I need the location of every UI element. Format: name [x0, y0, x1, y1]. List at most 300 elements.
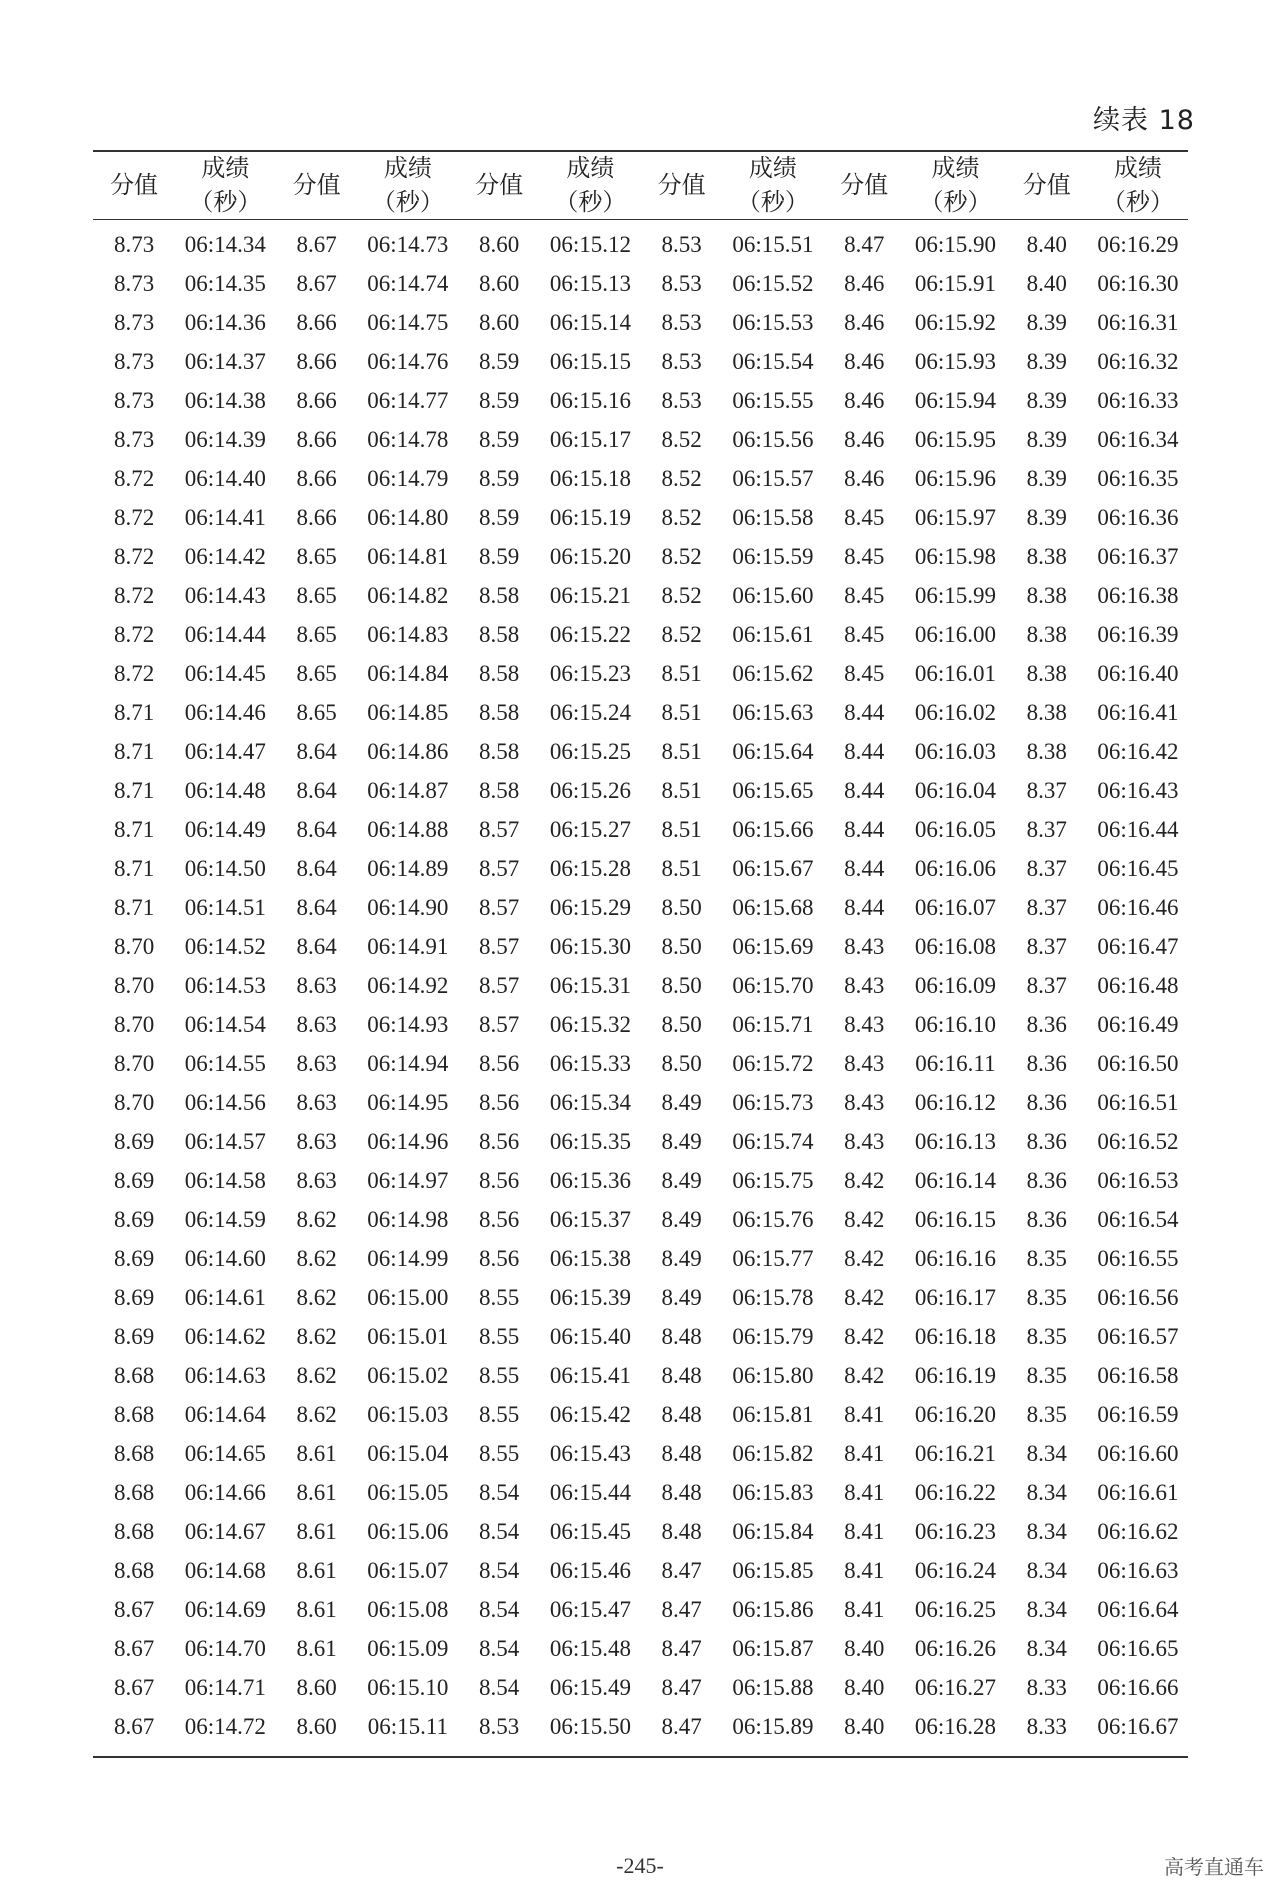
score-cell: 8.65: [296, 544, 337, 569]
score-cell: 8.62: [296, 1324, 337, 1349]
score-cell: 8.61: [296, 1519, 337, 1544]
score-cell: 8.67: [113, 1675, 155, 1700]
table-row: [93, 615, 1188, 654]
score-cell: 8.66: [296, 505, 337, 530]
score-cell: 8.38: [1026, 700, 1067, 725]
score-cell: 8.71: [113, 739, 155, 764]
score-cell: 8.38: [1026, 739, 1067, 764]
result-cell: 06:15.51: [732, 232, 814, 257]
score-cell: 8.43: [844, 1051, 885, 1076]
score-cell: 8.66: [296, 388, 337, 413]
header-unit: （秒）: [1101, 188, 1174, 216]
table-row: [93, 219, 1188, 264]
header-label: 成绩: [1113, 154, 1162, 182]
score-cell: 8.36: [1026, 1207, 1067, 1232]
score-cell: 8.43: [844, 1012, 885, 1037]
score-cell: 8.41: [844, 1558, 885, 1583]
table-row: [93, 459, 1188, 498]
result-cell: 06:14.39: [184, 427, 266, 452]
score-cell: 8.57: [479, 934, 520, 959]
score-cell: 8.47: [661, 1597, 702, 1622]
result-cell: 06:15.56: [732, 427, 814, 452]
score-cell: 8.37: [1026, 817, 1067, 842]
score-cell: 8.42: [844, 1324, 885, 1349]
score-cell: 8.66: [296, 310, 337, 335]
result-cell: 06:16.14: [914, 1168, 997, 1193]
score-cell: 8.52: [661, 583, 702, 608]
score-cell: 8.57: [479, 973, 520, 998]
result-cell: 06:16.47: [1097, 934, 1179, 959]
score-cell: 8.36: [1026, 1090, 1067, 1115]
score-cell: 8.65: [296, 700, 337, 725]
score-cell: 8.56: [479, 1168, 520, 1193]
score-cell: 8.65: [296, 622, 337, 647]
score-cell: 8.55: [479, 1441, 520, 1466]
result-cell: 06:15.76: [732, 1207, 814, 1232]
result-cell: 06:15.63: [732, 700, 814, 725]
result-cell: 06:15.15: [549, 349, 631, 374]
score-cell: 8.39: [1026, 505, 1067, 530]
score-cell: 8.40: [1026, 232, 1067, 257]
score-cell: 8.72: [113, 505, 155, 530]
score-cell: 8.71: [113, 778, 155, 803]
result-cell: 06:16.13: [914, 1129, 997, 1154]
header-result: [905, 151, 1005, 219]
result-cell: 06:15.27: [549, 817, 631, 842]
score-cell: 8.53: [661, 388, 702, 413]
score-cell: 8.46: [844, 388, 885, 413]
score-cell: 8.63: [296, 1090, 337, 1115]
result-cell: 06:14.59: [184, 1207, 266, 1232]
result-cell: 06:14.37: [184, 349, 266, 374]
result-cell: 06:15.81: [732, 1402, 814, 1427]
table-row: [93, 1005, 1188, 1044]
result-cell: 06:15.35: [549, 1129, 631, 1154]
result-cell: 06:15.90: [914, 232, 997, 257]
header-score: [276, 151, 358, 219]
result-cell: 06:16.01: [914, 661, 997, 686]
result-cell: 06:15.95: [914, 427, 997, 452]
score-cell: 8.72: [113, 583, 155, 608]
header-label: 成绩: [931, 154, 980, 182]
result-cell: 06:14.46: [184, 700, 266, 725]
result-cell: 06:14.47: [184, 739, 266, 764]
table-row: [93, 1590, 1188, 1629]
score-cell: 8.43: [844, 934, 885, 959]
result-cell: 06:15.09: [367, 1636, 449, 1661]
score-cell: 8.68: [113, 1402, 155, 1427]
score-cell: 8.56: [479, 1246, 520, 1271]
result-cell: 06:15.33: [549, 1051, 631, 1076]
result-cell: 06:15.91: [914, 271, 997, 296]
score-cell: 8.68: [113, 1363, 155, 1388]
result-cell: 06:16.60: [1097, 1441, 1179, 1466]
score-cell: 8.38: [1026, 544, 1067, 569]
score-cell: 8.58: [479, 739, 520, 764]
score-cell: 8.62: [296, 1285, 337, 1310]
result-cell: 06:15.97: [914, 505, 997, 530]
result-cell: 06:15.40: [549, 1324, 631, 1349]
score-cell: 8.43: [844, 1090, 885, 1115]
page-number: -245-: [616, 1853, 664, 1878]
result-cell: 06:15.01: [367, 1324, 449, 1349]
score-cell: 8.48: [661, 1402, 702, 1427]
score-cell: 8.73: [113, 388, 155, 413]
result-cell: 06:14.88: [367, 817, 449, 842]
result-cell: 06:15.36: [549, 1168, 631, 1193]
result-cell: 06:16.06: [914, 856, 997, 881]
result-cell: 06:16.37: [1097, 544, 1179, 569]
score-cell: 8.49: [661, 1285, 702, 1310]
score-cell: 8.44: [844, 739, 885, 764]
score-cell: 8.46: [844, 427, 885, 452]
result-cell: 06:14.40: [184, 466, 266, 491]
score-cell: 8.63: [296, 1168, 337, 1193]
result-cell: 06:16.52: [1097, 1129, 1179, 1154]
result-cell: 06:16.27: [914, 1675, 997, 1700]
score-cell: 8.36: [1026, 1012, 1067, 1037]
result-cell: 06:16.67: [1097, 1714, 1179, 1739]
score-cell: 8.34: [1026, 1519, 1067, 1544]
result-cell: 06:15.47: [549, 1597, 631, 1622]
table-row: [93, 1629, 1188, 1668]
result-cell: 06:14.38: [184, 388, 266, 413]
score-cell: 8.54: [479, 1675, 520, 1700]
table-row: [93, 1083, 1188, 1122]
score-cell: 8.72: [113, 466, 155, 491]
score-cell: 8.46: [844, 310, 885, 335]
header-unit: （秒）: [736, 188, 809, 216]
score-cell: 8.41: [844, 1519, 885, 1544]
result-cell: 06:15.82: [732, 1441, 814, 1466]
score-cell: 8.50: [661, 895, 702, 920]
result-cell: 06:14.70: [184, 1636, 266, 1661]
score-cell: 8.58: [479, 661, 520, 686]
result-cell: 06:15.52: [732, 271, 814, 296]
score-cell: 8.36: [1026, 1129, 1067, 1154]
score-cell: 8.51: [661, 700, 702, 725]
result-cell: 06:15.89: [732, 1714, 814, 1739]
result-cell: 06:14.90: [367, 895, 449, 920]
score-cell: 8.46: [844, 271, 885, 296]
score-cell: 8.49: [661, 1207, 702, 1232]
score-cell: 8.59: [479, 388, 520, 413]
result-cell: 06:14.51: [184, 895, 266, 920]
table-row: [93, 1668, 1188, 1707]
score-cell: 8.61: [296, 1636, 337, 1661]
score-cell: 8.72: [113, 622, 155, 647]
score-cell: 8.63: [296, 1051, 337, 1076]
result-cell: 06:15.26: [549, 778, 631, 803]
result-cell: 06:15.37: [549, 1207, 631, 1232]
result-cell: 06:15.70: [732, 973, 814, 998]
result-cell: 06:15.24: [549, 700, 631, 725]
score-cell: 8.56: [479, 1090, 520, 1115]
result-cell: 06:15.74: [732, 1129, 814, 1154]
result-cell: 06:15.21: [549, 583, 631, 608]
score-cell: 8.52: [661, 427, 702, 452]
result-cell: 06:14.68: [184, 1558, 266, 1583]
result-cell: 06:16.23: [914, 1519, 997, 1544]
score-cell: 8.60: [479, 271, 520, 296]
result-cell: 06:14.94: [367, 1051, 449, 1076]
result-cell: 06:15.02: [367, 1363, 449, 1388]
result-cell: 06:14.55: [184, 1051, 266, 1076]
result-cell: 06:14.53: [184, 973, 266, 998]
result-cell: 06:16.31: [1097, 310, 1179, 335]
score-cell: 8.61: [296, 1597, 337, 1622]
result-cell: 06:16.55: [1097, 1246, 1179, 1271]
score-cell: 8.44: [844, 856, 885, 881]
result-cell: 06:15.45: [549, 1519, 631, 1544]
table-row: [93, 303, 1188, 342]
header-score: [458, 151, 540, 219]
score-cell: 8.37: [1026, 895, 1067, 920]
score-cell: 8.69: [113, 1246, 155, 1271]
result-cell: 06:15.12: [549, 232, 631, 257]
score-cell: 8.42: [844, 1207, 885, 1232]
result-cell: 06:15.66: [732, 817, 814, 842]
score-cell: 8.55: [479, 1285, 520, 1310]
result-cell: 06:15.84: [732, 1519, 814, 1544]
score-cell: 8.67: [296, 271, 337, 296]
table-row: [93, 1434, 1188, 1473]
score-cell: 8.38: [1026, 661, 1067, 686]
table-row: [93, 1200, 1188, 1239]
header-label: 成绩: [201, 154, 250, 182]
score-cell: 8.49: [661, 1090, 702, 1115]
result-cell: 06:14.85: [367, 700, 449, 725]
header-label: 分值: [840, 171, 889, 199]
result-cell: 06:16.18: [914, 1324, 997, 1349]
score-cell: 8.44: [844, 700, 885, 725]
score-cell: 8.56: [479, 1129, 520, 1154]
result-cell: 06:15.77: [732, 1246, 814, 1271]
result-cell: 06:15.41: [549, 1363, 631, 1388]
score-cell: 8.40: [1026, 271, 1067, 296]
result-cell: 06:16.32: [1097, 349, 1179, 374]
result-cell: 06:14.35: [184, 271, 266, 296]
table-row: [93, 1707, 1188, 1746]
score-cell: 8.72: [113, 544, 155, 569]
result-cell: 06:15.88: [732, 1675, 814, 1700]
result-cell: 06:14.45: [184, 661, 266, 686]
result-cell: 06:16.49: [1097, 1012, 1179, 1037]
score-cell: 8.70: [113, 1012, 155, 1037]
result-cell: 06:15.78: [732, 1285, 814, 1310]
result-cell: 06:14.41: [184, 505, 266, 530]
score-cell: 8.63: [296, 1129, 337, 1154]
result-cell: 06:15.57: [732, 466, 814, 491]
score-cell: 8.64: [296, 739, 337, 764]
table-row: [93, 537, 1188, 576]
result-cell: 06:15.04: [367, 1441, 449, 1466]
result-cell: 06:14.42: [184, 544, 266, 569]
score-cell: 8.44: [844, 895, 885, 920]
table-row: [93, 732, 1188, 771]
result-cell: 06:16.65: [1097, 1636, 1179, 1661]
result-cell: 06:14.49: [184, 817, 266, 842]
result-cell: 06:15.49: [549, 1675, 631, 1700]
result-cell: 06:15.71: [732, 1012, 814, 1037]
table-row: [93, 888, 1188, 927]
score-cell: 8.38: [1026, 622, 1067, 647]
header-score: [823, 151, 905, 219]
score-cell: 8.60: [479, 232, 520, 257]
table-row: [93, 927, 1188, 966]
table-row: [93, 1278, 1188, 1317]
score-cell: 8.45: [844, 583, 885, 608]
score-cell: 8.68: [113, 1558, 155, 1583]
result-cell: 06:15.94: [914, 388, 997, 413]
header-label: 成绩: [383, 154, 432, 182]
score-cell: 8.45: [844, 544, 885, 569]
result-cell: 06:15.80: [732, 1363, 814, 1388]
table-row: [93, 1551, 1188, 1590]
result-cell: 06:15.59: [732, 544, 814, 569]
result-cell: 06:16.15: [914, 1207, 997, 1232]
table-body: [93, 219, 1188, 1746]
result-cell: 06:15.34: [549, 1090, 631, 1115]
score-cell: 8.65: [296, 661, 337, 686]
score-cell: 8.70: [113, 973, 155, 998]
score-cell: 8.61: [296, 1558, 337, 1583]
result-cell: 06:15.55: [732, 388, 814, 413]
result-cell: 06:14.57: [184, 1129, 266, 1154]
table-row: [93, 498, 1188, 537]
score-cell: 8.41: [844, 1441, 885, 1466]
score-cell: 8.55: [479, 1363, 520, 1388]
result-cell: 06:15.00: [367, 1285, 449, 1310]
result-cell: 06:16.39: [1097, 622, 1179, 647]
score-cell: 8.42: [844, 1285, 885, 1310]
result-cell: 06:14.56: [184, 1090, 266, 1115]
score-cell: 8.50: [661, 1012, 702, 1037]
score-cell: 8.54: [479, 1558, 520, 1583]
result-cell: 06:15.20: [549, 544, 631, 569]
result-cell: 06:15.65: [732, 778, 814, 803]
score-cell: 8.36: [1026, 1051, 1067, 1076]
result-cell: 06:14.71: [184, 1675, 266, 1700]
result-cell: 06:15.42: [549, 1402, 631, 1427]
result-cell: 06:14.43: [184, 583, 266, 608]
result-cell: 06:15.53: [732, 310, 814, 335]
result-cell: 06:15.64: [732, 739, 814, 764]
score-cell: 8.47: [661, 1675, 702, 1700]
score-cell: 8.35: [1026, 1246, 1067, 1271]
result-cell: 06:16.48: [1097, 973, 1179, 998]
score-cell: 8.40: [844, 1636, 885, 1661]
score-cell: 8.39: [1026, 466, 1067, 491]
result-cell: 06:14.92: [367, 973, 449, 998]
table-row: [93, 342, 1188, 381]
result-cell: 06:15.17: [549, 427, 631, 452]
score-cell: 8.71: [113, 856, 155, 881]
table-header-row: [93, 151, 1188, 219]
result-cell: 06:15.38: [549, 1246, 631, 1271]
score-cell: 8.34: [1026, 1597, 1067, 1622]
result-cell: 06:15.06: [367, 1519, 449, 1544]
result-cell: 06:15.99: [914, 583, 997, 608]
score-cell: 8.47: [661, 1636, 702, 1661]
score-cell: 8.71: [113, 817, 155, 842]
result-cell: 06:14.83: [367, 622, 449, 647]
score-cell: 8.66: [296, 466, 337, 491]
score-cell: 8.59: [479, 505, 520, 530]
table-row: [93, 693, 1188, 732]
score-cell: 8.44: [844, 817, 885, 842]
result-cell: 06:16.54: [1097, 1207, 1179, 1232]
result-cell: 06:16.59: [1097, 1402, 1179, 1427]
score-cell: 8.53: [661, 232, 702, 257]
score-cell: 8.45: [844, 505, 885, 530]
result-cell: 06:14.34: [184, 232, 266, 257]
result-cell: 06:15.85: [732, 1558, 814, 1583]
score-cell: 8.41: [844, 1597, 885, 1622]
score-cell: 8.41: [844, 1402, 885, 1427]
result-cell: 06:16.29: [1097, 232, 1179, 257]
result-cell: 06:14.80: [367, 505, 449, 530]
score-cell: 8.73: [113, 310, 155, 335]
result-cell: 06:15.22: [549, 622, 631, 647]
result-cell: 06:14.75: [367, 310, 449, 335]
score-cell: 8.56: [479, 1051, 520, 1076]
score-cell: 8.51: [661, 739, 702, 764]
score-cell: 8.67: [113, 1636, 155, 1661]
score-cell: 8.56: [479, 1207, 520, 1232]
result-cell: 06:16.61: [1097, 1480, 1179, 1505]
result-cell: 06:14.63: [184, 1363, 266, 1388]
score-cell: 8.35: [1026, 1402, 1067, 1427]
result-cell: 06:15.13: [549, 271, 631, 296]
table-row: [93, 1122, 1188, 1161]
score-cell: 8.34: [1026, 1636, 1067, 1661]
score-cell: 8.60: [296, 1675, 337, 1700]
table-bottom-rule: [93, 1756, 1188, 1758]
score-cell: 8.48: [661, 1519, 702, 1544]
result-cell: 06:16.19: [914, 1363, 997, 1388]
result-cell: 06:15.87: [732, 1636, 814, 1661]
score-cell: 8.34: [1026, 1480, 1067, 1505]
score-cell: 8.42: [844, 1168, 885, 1193]
result-cell: 06:14.62: [184, 1324, 266, 1349]
table-row: [93, 264, 1188, 303]
result-cell: 06:16.41: [1097, 700, 1179, 725]
result-cell: 06:16.63: [1097, 1558, 1179, 1583]
score-cell: 8.58: [479, 700, 520, 725]
score-cell: 8.59: [479, 349, 520, 374]
table-row: [93, 1044, 1188, 1083]
score-cell: 8.33: [1026, 1675, 1067, 1700]
header-unit: （秒）: [554, 188, 627, 216]
result-cell: 06:16.10: [914, 1012, 997, 1037]
score-cell: 8.46: [844, 466, 885, 491]
score-cell: 8.48: [661, 1441, 702, 1466]
result-cell: 06:16.02: [914, 700, 997, 725]
score-cell: 8.54: [479, 1480, 520, 1505]
result-cell: 06:14.60: [184, 1246, 266, 1271]
header-label: 分值: [1022, 171, 1071, 199]
score-cell: 8.45: [844, 622, 885, 647]
result-cell: 06:16.26: [914, 1636, 997, 1661]
score-cell: 8.52: [661, 505, 702, 530]
score-cell: 8.68: [113, 1480, 155, 1505]
header-score: [641, 151, 723, 219]
result-cell: 06:16.22: [914, 1480, 997, 1505]
table-row: [93, 849, 1188, 888]
score-cell: 8.53: [661, 349, 702, 374]
result-cell: 06:15.79: [732, 1324, 814, 1349]
